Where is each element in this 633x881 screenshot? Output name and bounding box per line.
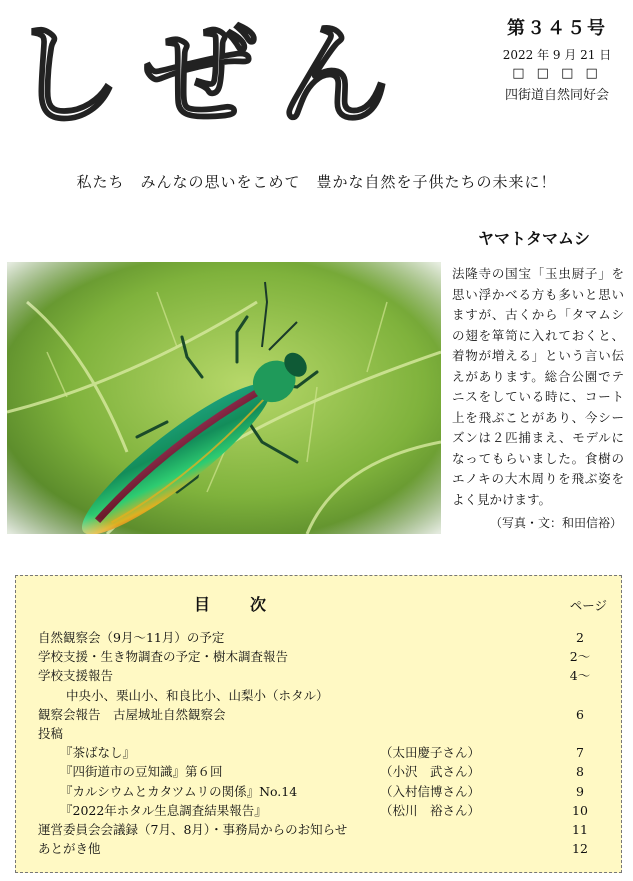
toc-list bbox=[38, 628, 621, 858]
toc-item-author: （太田慶子さん） bbox=[380, 745, 481, 761]
toc-row bbox=[38, 666, 621, 685]
slogan: 私たち みんなの思いをこめて 豊かな自然を子供たちの未来に！ bbox=[76, 173, 557, 191]
toc-row bbox=[38, 628, 621, 647]
toc-item-title: 学校支援・生き物調査の予定・樹木調査報告 bbox=[38, 649, 289, 665]
toc-item-author: （小沢 武さん） bbox=[380, 764, 481, 780]
jewel-beetle-photo bbox=[7, 262, 441, 534]
toc-item-page: 11 bbox=[572, 821, 588, 837]
issue-date: 2022 年 9 月 21 日 bbox=[502, 48, 612, 62]
toc-row bbox=[38, 743, 621, 762]
toc-item-page: 9 bbox=[576, 783, 584, 799]
toc-row bbox=[38, 762, 621, 781]
toc-row bbox=[38, 705, 621, 724]
toc-item-page: 12 bbox=[572, 841, 588, 857]
toc-row bbox=[38, 839, 621, 858]
toc-item-page: 2～ bbox=[569, 649, 591, 665]
toc-item-title: 運営委員会会議録（7月、8月）・事務局からのお知らせ bbox=[38, 821, 348, 837]
toc-page-header: ページ bbox=[569, 598, 607, 613]
toc-row bbox=[38, 782, 621, 801]
newsletter-title-text: しぜん bbox=[10, 11, 412, 136]
toc-item-page: 8 bbox=[576, 764, 584, 780]
toc-item-title: 学校支援報告 bbox=[38, 668, 114, 684]
toc-item-title: 『カルシウムとカタツムリの関係』No.14 bbox=[60, 783, 298, 799]
organization-name: 四街道自然同好会 bbox=[504, 88, 609, 103]
toc-item-author: （入村信博さん） bbox=[380, 783, 481, 799]
toc-item-title: 投稿 bbox=[38, 725, 64, 741]
toc-item-page: 4～ bbox=[569, 668, 591, 684]
toc-item-title: あとがき他 bbox=[38, 841, 101, 857]
placeholder-boxes: □ □ □ □ bbox=[512, 66, 602, 81]
issue-info bbox=[487, 14, 627, 103]
toc-row bbox=[38, 647, 621, 666]
newsletter-title bbox=[0, 6, 470, 136]
toc-item-title: 中央小、栗山小、和良比小、山梨小（ホタル） bbox=[66, 687, 329, 703]
toc-item-page: 2 bbox=[576, 630, 584, 645]
toc-heading: 目 次 bbox=[193, 595, 278, 614]
toc-item-page: 6 bbox=[576, 706, 584, 722]
toc-row bbox=[38, 801, 621, 820]
toc-item-page: 7 bbox=[576, 745, 584, 761]
toc-item-title: 観察会報告 古屋城址自然観察会 bbox=[38, 706, 226, 722]
toc-item-page: 10 bbox=[572, 802, 588, 818]
feature-credit: （写真・文：和田信裕） bbox=[489, 516, 622, 530]
feature-title: ヤマトタマムシ bbox=[478, 229, 591, 248]
feature-body: 法隆寺の国宝「玉虫厨子」を思い浮かべる方も多いと思いますが、古くから「タマムシの翅を箪笥に入れておくと、着物が増える」という言い伝えがあります。総合公園でテニスをしている時に、コート上を飛ぶことがあり、今シーズンは２匹捕まえ、モデルになってもらいました。食樹のエノキの大木周りを飛ぶ姿をよく見かけます。 bbox=[452, 266, 624, 507]
toc-row bbox=[38, 686, 621, 705]
toc-item-author: （松川 裕さん） bbox=[380, 802, 481, 818]
toc-item-title: 『2022年ホタル生息調査結果報告』 bbox=[60, 802, 267, 818]
toc-row bbox=[38, 724, 621, 743]
toc-item-title: 『四街道市の豆知識』第６回 bbox=[60, 764, 223, 780]
toc-item-title: 『茶ばなし』 bbox=[60, 745, 136, 761]
issue-number: 第３４５号 bbox=[507, 18, 607, 39]
toc-item-title: 自然観察会（9月～11月）の予定 bbox=[38, 630, 225, 645]
toc-row bbox=[38, 820, 621, 839]
table-of-contents bbox=[15, 575, 622, 873]
